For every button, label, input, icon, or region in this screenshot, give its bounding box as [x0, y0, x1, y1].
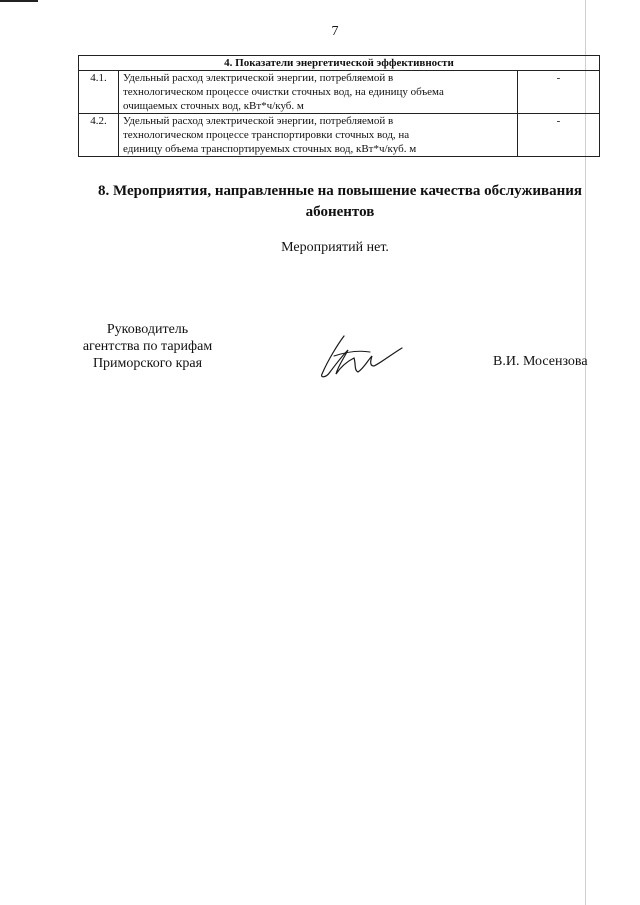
row-description — [119, 114, 518, 157]
table-header-row — [79, 56, 600, 71]
row-description-line: очищаемых сточных вод, кВт*ч/куб. м — [123, 100, 304, 112]
row-value: - — [518, 71, 600, 114]
signer-position-line: Руководитель — [106, 322, 189, 337]
section-title-line: 8. Мероприятия, направленные на повышение качества обслуживания — [97, 183, 582, 199]
row-value: - — [518, 114, 600, 157]
row-description-line: Удельный расход электрической энергии, потребляемой в — [123, 115, 394, 127]
table-row — [79, 114, 600, 157]
section-8-title — [80, 181, 600, 223]
scan-corner-mark — [0, 0, 38, 2]
page-number: 7 — [331, 24, 339, 39]
row-description — [119, 71, 518, 114]
row-description-line: единицу объема транспортируемых сточных вод, кВт*ч/куб. м — [123, 143, 417, 155]
signer-position-line: Приморского края — [92, 356, 203, 371]
row-description-line: технологическом процессе транспортировки сточных вод, на — [123, 129, 410, 141]
signer-name: В.И. Мосензова — [493, 354, 588, 369]
section-title-line: абонентов — [305, 204, 375, 220]
no-events-text: Мероприятий нет. — [281, 240, 389, 255]
signer-position — [60, 321, 235, 372]
table-row — [79, 71, 600, 114]
row-number: 4.1. — [79, 71, 119, 114]
row-description-line: технологическом процессе очистки сточных вод, на единицу объема — [123, 86, 444, 98]
table-section-header: 4. Показатели энергетической эффективности — [79, 56, 600, 71]
signer-position-line: агентства по тарифам — [82, 339, 213, 354]
row-description-line: Удельный расход электрической энергии, потребляемой в — [123, 72, 394, 84]
row-number: 4.2. — [79, 114, 119, 157]
energy-efficiency-table — [78, 55, 600, 157]
handwritten-signature — [314, 330, 404, 380]
